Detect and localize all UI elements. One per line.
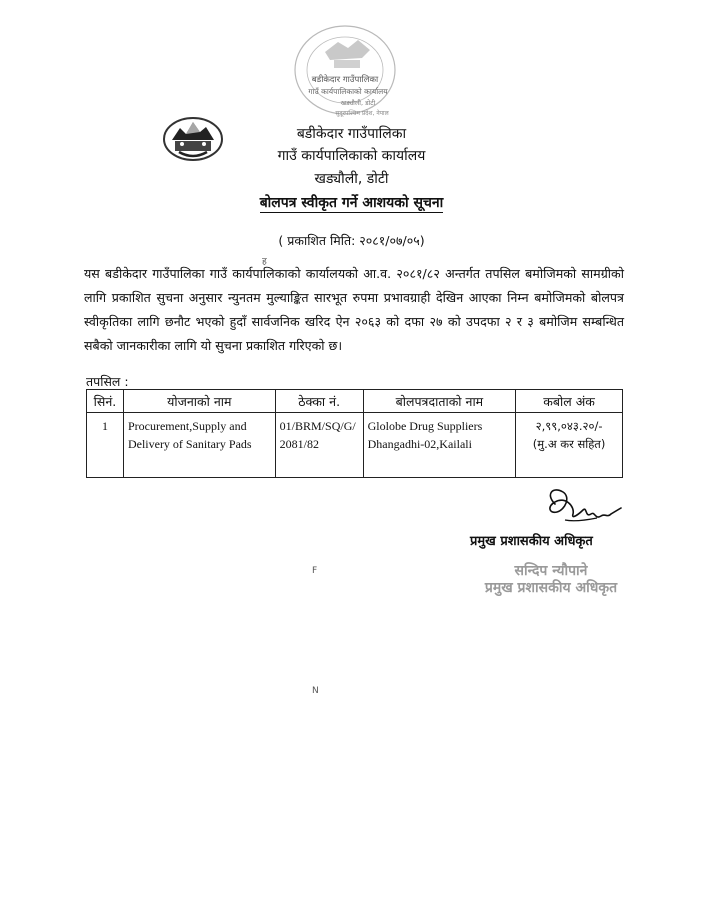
cell-contract (275, 413, 363, 478)
cell-bidder (363, 413, 516, 478)
header-sn: सिनं. (87, 390, 124, 413)
header-bidder: बोलपत्रदाताको नाम (363, 390, 516, 413)
published-date: ( प्रकाशित मिति: २०८१/०७/०५) (278, 233, 425, 248)
header-amount: कबोल अंक (516, 390, 623, 413)
signatory-title: प्रमुख प्रशासकीय अधिकृत (470, 534, 593, 549)
table-header-row (87, 390, 623, 413)
header-contract: ठेक्का नं. (275, 390, 363, 413)
cell-bidder-line2: Dhangadhi-02,Kailali (367, 437, 472, 451)
office-seal (290, 20, 405, 120)
stamp-name: सन्दिप न्यौपाने (514, 563, 588, 579)
seal-text-top: बडीकेदार गाउँपालिका (311, 75, 379, 85)
seal-text-mid: गाउँ कार्यपालिकाको कार्यालय (308, 87, 388, 96)
notice-subject-text: बोलपत्र स्वीकृत गर्ने आशयको सूचना (259, 195, 444, 211)
seal-text-bottom: खड्यौली, डोटी (340, 99, 376, 107)
cell-project-line2: Delivery of Sanitary Pads (127, 437, 252, 451)
cell-project-line1: Procurement,Supply and (127, 419, 247, 433)
stray-mark: F (312, 566, 318, 576)
cell-contract-line1: 01/BRM/SQ/G/ (279, 419, 356, 433)
seal-text-province: सुदूरपश्चिम प्रदेश, नेपाल (335, 110, 389, 117)
name-stamp (476, 563, 626, 597)
table-row (87, 413, 623, 478)
cell-contract-line2: 2081/82 (279, 437, 320, 451)
cell-amount (516, 413, 623, 478)
cell-sn: 1 (87, 413, 124, 478)
office-subtitle: गाउँ कार्यपालिकाको कार्यालय (277, 148, 426, 164)
stamp-title: प्रमुख प्रशासकीय अधिकृत (484, 580, 618, 596)
stray-mark: N (312, 686, 319, 696)
cell-amount-line2: (मु.अ कर सहित) (532, 437, 606, 451)
stray-mark: ह (262, 257, 267, 267)
office-name: बडीकेदार गाउँपालिका (296, 126, 407, 142)
cell-project (123, 413, 275, 478)
office-location: खड्यौली, डोटी (314, 171, 389, 187)
cell-bidder-line1: Glolobe Drug Suppliers (367, 419, 483, 433)
bid-table (86, 389, 623, 478)
handwritten-signature (535, 484, 625, 530)
notice-body: यस बडीकेदार गाउँपालिका गाउँ कार्यपालिकाको कार्यालयको आ.व. २०८१/८२ अन्तर्गत तपसिल बमोजिमको सामग्रीको लागि प्रकाशित सुचना अनुसार न्युनतम मुल्याङ्कित सारभूत रुपमा प्रभावग्राही देखिन आएका निम्न बमोजिमको बोलपत्र स्वीकृतिका लागि छनौट भएको हुदाँ सार्वजनिक खरिद ऐन २०६३ को दफा २७ को उपदफा २ र ३ बमोजिम सम्बन्धित सबैको जानकारीका लागि यो सुचना प्रकाशित गरिएको छ। (84, 266, 624, 353)
header-project: योजनाको नाम (123, 390, 275, 413)
notice-subject (0, 193, 703, 212)
tapasil-label: तपसिल : (86, 374, 129, 389)
cell-amount-line1: २,९९,०४३.२०/- (535, 419, 603, 433)
